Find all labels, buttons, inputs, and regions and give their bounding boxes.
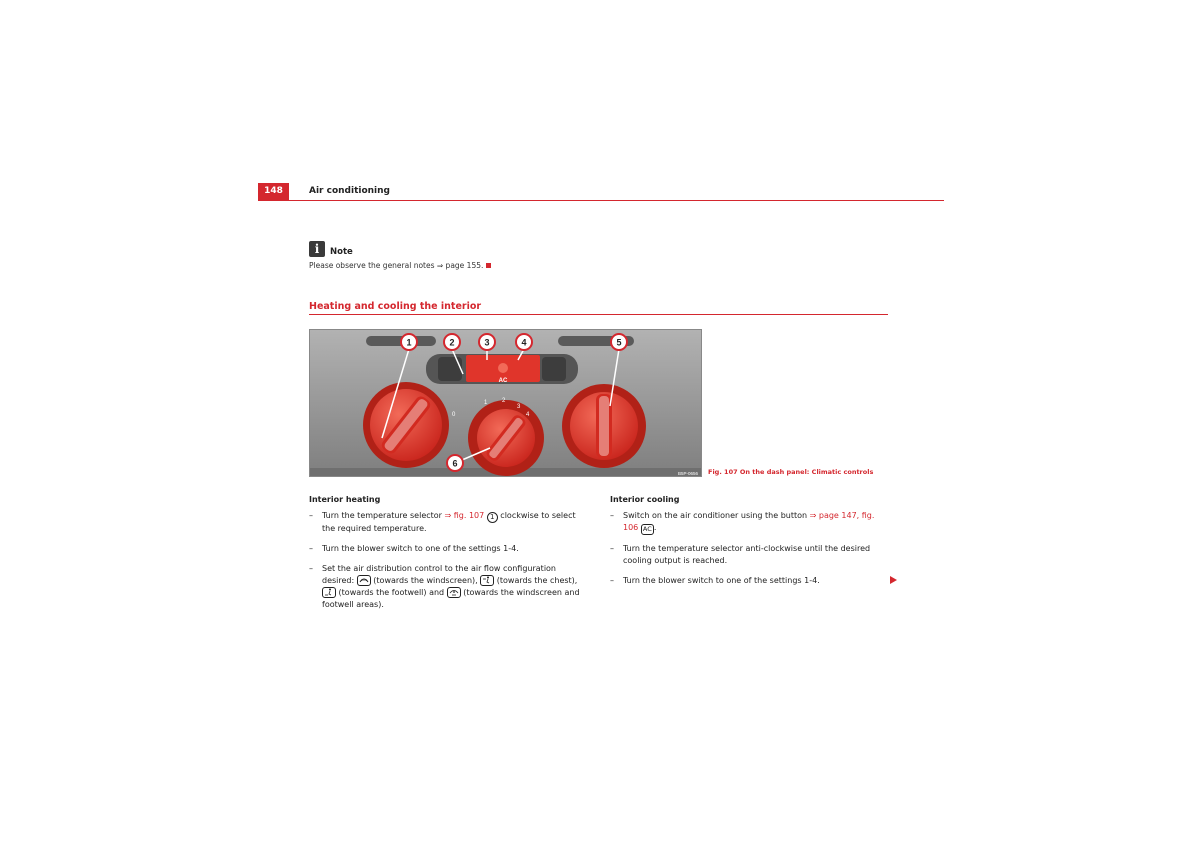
page-header bbox=[258, 183, 944, 201]
callout-4 bbox=[516, 334, 532, 350]
ac-label: AC bbox=[498, 378, 508, 384]
chapter-title: Air conditioning bbox=[309, 186, 390, 196]
svg-text:2: 2 bbox=[449, 337, 455, 348]
svg-text:4: 4 bbox=[521, 337, 527, 348]
interior-heating-column bbox=[309, 494, 589, 619]
interior-heating-heading: Interior heating bbox=[309, 495, 381, 504]
ac-key: AC bbox=[641, 524, 654, 535]
blower-setting-0: 0 bbox=[452, 412, 456, 418]
svg-text:1: 1 bbox=[406, 337, 412, 348]
page-number: 148 bbox=[258, 183, 289, 200]
climate-controls-figure bbox=[309, 329, 702, 477]
callout-2 bbox=[444, 334, 460, 350]
heating-step-2: – Turn the blower switch to one of the settings 1-4. bbox=[309, 544, 519, 553]
circled-number-1: 1 bbox=[487, 512, 498, 523]
callout-5 bbox=[611, 334, 627, 350]
info-icon: i bbox=[309, 241, 325, 257]
blower-setting-3: 3 bbox=[517, 404, 521, 410]
chest-icon bbox=[480, 575, 494, 586]
svg-text:5: 5 bbox=[616, 337, 622, 348]
end-marker-icon bbox=[486, 263, 491, 268]
cooling-step-1: – Switch on the air conditioner using the button ⇒ page 147, fig. 106 AC . bbox=[610, 511, 875, 533]
heating-step-1: – Turn the temperature selector ⇒ fig. 107 1 clockwise to select the required temperature. bbox=[309, 511, 576, 533]
callout-1 bbox=[401, 334, 417, 350]
section-title: Heating and cooling the interior bbox=[309, 301, 888, 315]
cooling-step-2: – Turn the temperature selector anti-clockwise until the desired cooling output is reached. bbox=[610, 544, 871, 565]
svg-text:6: 6 bbox=[452, 458, 458, 469]
blower-setting-2: 2 bbox=[502, 398, 506, 404]
interior-cooling-column bbox=[610, 494, 885, 595]
continue-arrow-icon bbox=[890, 576, 897, 584]
blower-setting-1: 1 bbox=[484, 400, 488, 406]
note-page-link[interactable]: ⇒ page 155. bbox=[436, 261, 484, 270]
interior-cooling-heading: Interior cooling bbox=[610, 495, 680, 504]
blower-setting-4: 4 bbox=[526, 412, 530, 418]
callout-3 bbox=[479, 334, 495, 350]
climate-controls-illustration bbox=[310, 330, 702, 477]
ac-button bbox=[498, 363, 508, 373]
windscreen-footwell-icon bbox=[447, 587, 461, 598]
heating-step-3: – Set the air distribution control to the air flow configuration desired: (towards the windscreen), (towards the chest), (towards the footwell) and (towards the windscreen and footwell areas). bbox=[309, 564, 580, 609]
svg-text:3: 3 bbox=[484, 337, 490, 348]
note-text bbox=[309, 261, 491, 270]
note-title: Note bbox=[330, 247, 353, 257]
page-147-link[interactable]: ⇒ page 147, fig. 106 bbox=[623, 511, 875, 532]
note-text-prefix: Please observe the general notes bbox=[309, 261, 437, 270]
callout-6 bbox=[447, 455, 463, 471]
image-code: B5P-0656 bbox=[678, 471, 699, 476]
cooling-step-3: – Turn the blower switch to one of the settings 1-4. bbox=[610, 576, 820, 585]
windscreen-icon bbox=[357, 575, 371, 586]
fig-107-link[interactable]: ⇒ fig. 107 bbox=[444, 511, 485, 520]
figure-caption: Fig. 107 On the dash panel: Climatic controls bbox=[708, 468, 874, 476]
footwell-icon bbox=[322, 587, 336, 598]
